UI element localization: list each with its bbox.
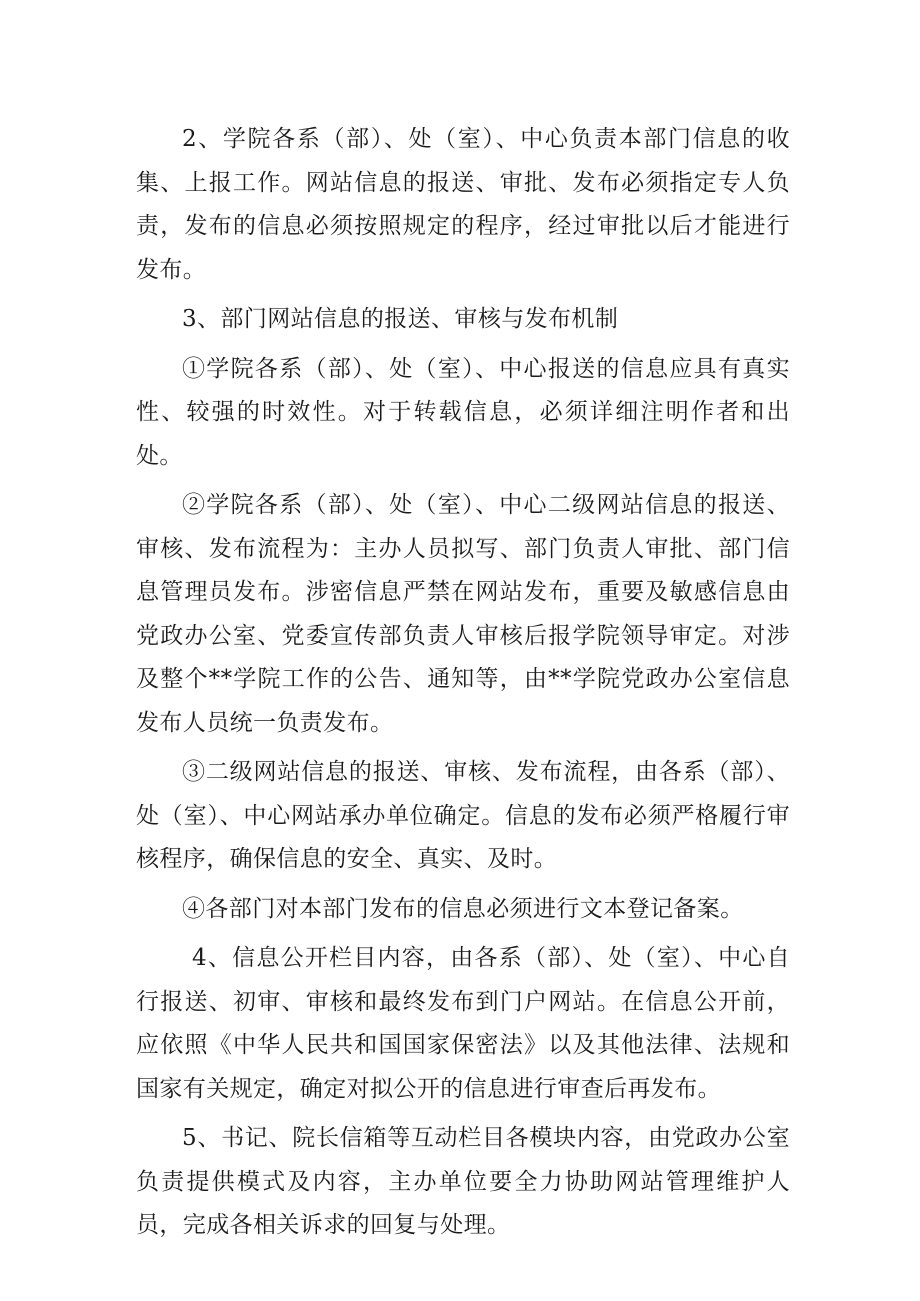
paragraph-3-item-3: ③二级网站信息的报送、审核、发布流程，由各系（部）、处（室）、中心网站承办单位确定。信息的发布必须严格履行审核程序，确保信息的安全、真实、及时。 xyxy=(136,759,790,872)
paragraph-3-item-4: ④各部门对本部门发布的信息必须进行文本登记备案。 xyxy=(182,895,744,922)
paragraph-4: 4、信息公开栏目内容，由各系（部）、处（室）、中心自行报送、初审、审核和最终发布到门户网站。在信息公开前，应依照《中华人民共和国国家保密法》以及其他法律、法规和国家有关规定，确定对拟公开的信息进行审查后再发布。 xyxy=(136,945,790,1102)
paragraph-3-item-2: ②学院各系（部）、处（室）、中心二级网站信息的报送、审核、发布流程为：主办人员拟写、部门负责人审批、部门信息管理员发布。涉密信息严禁在网站发布，重要及敏感信息由党政办公室、党委宣传部负责人审核后报学院领导审定。对涉及整个**学院工作的公告、通知等，由**学院党政办公室信息发布人员统一负责发布。 xyxy=(136,492,790,736)
document-body xyxy=(136,118,790,1248)
paragraph-3-item-1: ①学院各系（部）、处（室）、中心报送的信息应具有真实性、较强的时效性。对于转载信息，必须详细注明作者和出处。 xyxy=(136,355,790,469)
paragraph-3-heading: 3、部门网站信息的报送、审核与发布机制 xyxy=(182,306,619,332)
paragraph-5: 5、书记、院长信箱等互动栏目各模块内容，由党政办公室负责提供模式及内容，主办单位要全力协助网站管理维护人员，完成各相关诉求的回复与处理。 xyxy=(136,1125,790,1238)
paragraph-2: 2、学院各系（部）、处（室）、中心负责本部门信息的收集、上报工作。网站信息的报送、审批、发布必须指定专人负责，发布的信息必须按照规定的程序，经过审批以后才能进行发布。 xyxy=(136,126,790,283)
